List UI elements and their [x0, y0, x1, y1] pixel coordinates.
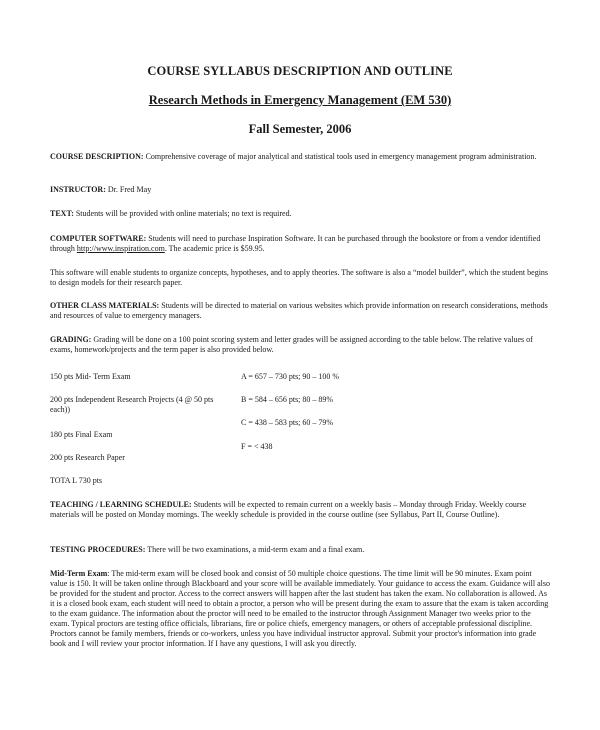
midterm-exam [50, 569, 550, 649]
software-label: COMPUTER SOFTWARE: [50, 234, 147, 243]
other-materials [50, 301, 550, 321]
grade-scale-a: A = 657 – 730 pts; 90 – 100 % [241, 372, 340, 381]
grading-label: GRADING: [50, 335, 92, 344]
software-text-b: . The academic price is $59.95. [164, 244, 265, 253]
course-description [50, 152, 550, 162]
instructor-text: Dr. Fred May [105, 185, 152, 194]
software-description: This software will enable students to organize concepts, hypotheses, and to apply theories. The software is also a “model builder”, which the student begins to design models for their research paper. [50, 268, 549, 287]
grade-total: TOTA L 730 pts [50, 476, 103, 485]
course-title: Research Methods in Emergency Management (EM 530) [148, 93, 452, 107]
semester-title: Fall Semester, 2006 [248, 122, 352, 136]
inspiration-link[interactable]: http://www.inspiration.com [76, 244, 165, 253]
course-description-label: COURSE DESCRIPTION: [50, 152, 144, 161]
grade-item-paper: 200 pts Research Paper [50, 453, 125, 462]
text-text: Students will be provided with online materials; no text is required. [73, 209, 292, 218]
grading [50, 335, 550, 355]
grade-scale-c: C = 438 – 583 pts; 60 – 79% [241, 418, 334, 427]
grade-item-final: 180 pts Final Exam [50, 430, 113, 439]
grade-scale-f: F = < 438 [241, 442, 273, 451]
materials-text: Students will be directed to material on various websites which provide information on research considerations, methods and resources of value to emergency managers. [50, 301, 548, 320]
document-title: COURSE SYLLABUS DESCRIPTION AND OUTLINE [147, 64, 453, 78]
grade-item-projects: 200 pts Independent Research Projects (4 @ 50 pts each)) [50, 395, 214, 414]
grade-item-midterm: 150 pts Mid- Term Exam [50, 372, 131, 381]
software-text-a: Students will need to purchase Inspiration Software. It can be purchased through the bookstore or from a vendor identified through [50, 234, 541, 253]
schedule-text: Students will be expected to remain current on a weekly basis – Monday through Friday. Weekly course materials will be posted on Monday mornings. The weekly schedule is provided in the course outline (see Syllabus, Part II, Course Outline). [50, 500, 527, 519]
midterm-text: : The mid-term exam will be closed book and consist of 50 multiple choice questions. The time limit will be 90 minutes. Exam point value is 150. It will be taken online through Blackboard and your score will be available immediately. Your guidance to access the exam. Guidance will also be provided for the student and proctor. Access to the correct answers will happen after the last student has taken the exam. No collaboration is allowed. As it is a closed book exam, each student will need to obtain a proctor, a person who will be present during the exam to assure that the exam is taken according to the exam guidance. The information about the proctor will need to be emailed to the instructor through Assignment Manager two weeks prior to the exam. Typical proctors are testing office officials, librarians, fire or police chiefs, emergency managers, or others of acceptable professional discipline. Proctors cannot be family members, friends or co-workers, unless you have individual instructor approval. Submit your proctor's information into grade book and I will review your proctor information. If I have any questions, I will ask you directly. [50, 569, 551, 648]
grade-scale-b: B = 584 – 656 pts; 80 – 89% [241, 395, 334, 404]
instructor-label: INSTRUCTOR: [50, 185, 106, 194]
testing-text: There will be two examinations, a mid-term exam and a final exam. [145, 545, 365, 554]
materials-label: OTHER CLASS MATERIALS: [50, 301, 160, 310]
grading-text: Grading will be done on a 100 point scoring system and letter grades will be assigned according to the table below. The relative values of exams, homework/projects and the term paper is also provided below. [50, 335, 533, 354]
testing-procedures [50, 545, 550, 555]
text-label: TEXT: [50, 209, 74, 218]
midterm-label: Mid-Term Exam [50, 569, 108, 578]
schedule-label: TEACHING / LEARNING SCHEDULE: [50, 500, 192, 509]
computer-software [50, 234, 550, 254]
instructor [50, 185, 550, 195]
course-description-text: Comprehensive coverage of major analytical and statistical tools used in emergency management program administration. [143, 152, 537, 161]
text-requirement [50, 209, 550, 219]
teaching-schedule [50, 500, 550, 520]
testing-label: TESTING PROCEDURES: [50, 545, 146, 554]
